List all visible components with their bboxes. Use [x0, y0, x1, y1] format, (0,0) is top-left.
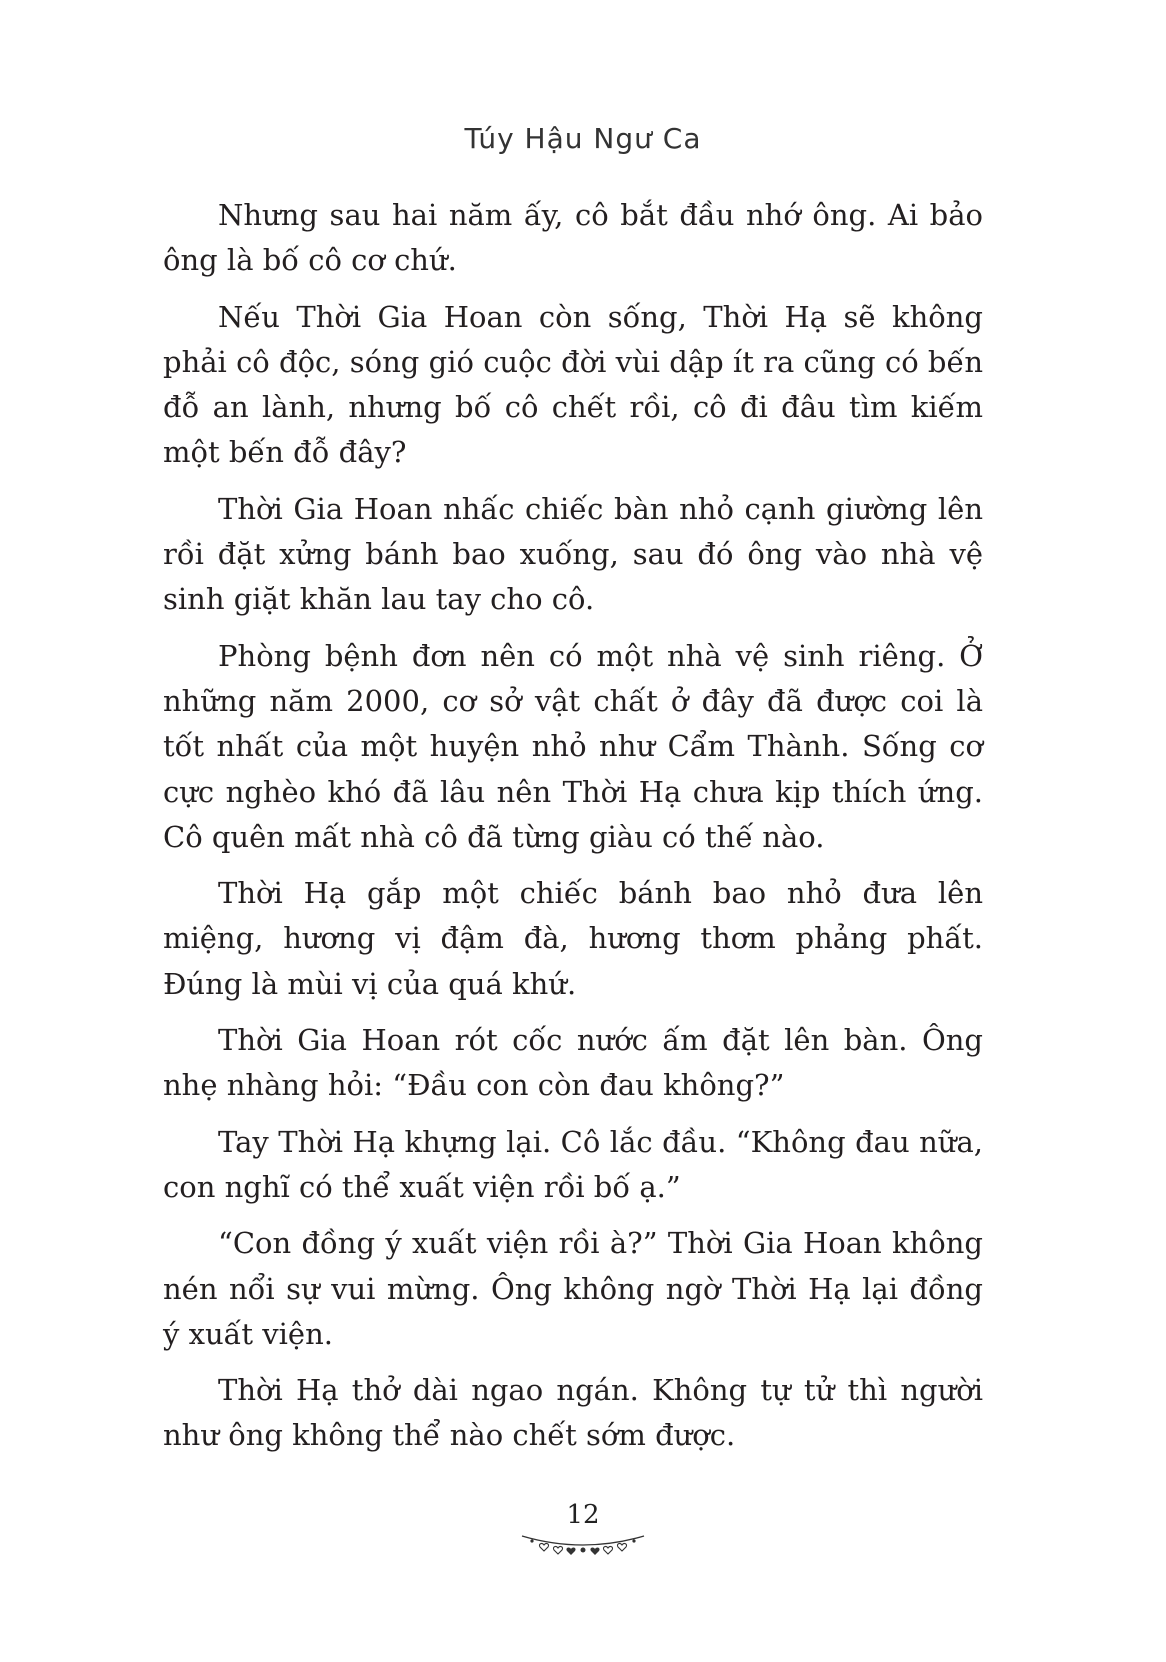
- paragraph: Nếu Thời Gia Hoan còn sống, Thời Hạ sẽ không phải cô độc, sóng gió cuộc đời vùi dập ít ra cũng có bến đỗ an lành, nhưng bố cô chết rồi, cô đi đâu tìm kiếm một bến đỗ đây?: [163, 299, 983, 470]
- running-header-title: Túy Hậu Ngư Ca: [464, 122, 702, 155]
- body-text: [163, 193, 983, 1470]
- paragraph: Phòng bệnh đơn nên có một nhà vệ sinh riêng. Ở những năm 2000, cơ sở vật chất ở đây đã được coi là tốt nhất của một huyện nhỏ như Cẩm Thành. Sống cơ cực nghèo khó đã lâu nên Thời Hạ chưa kịp thích ứng. Cô quên mất nhà cô đã từng giàu có thế nào.: [163, 638, 983, 854]
- paragraph: Thời Gia Hoan nhấc chiếc bàn nhỏ cạnh giường lên rồi đặt xửng bánh bao xuống, sau đó ông vào nhà vệ sinh giặt khăn lau tay cho cô.: [163, 491, 983, 617]
- paragraph: Thời Gia Hoan rót cốc nước ấm đặt lên bàn. Ông nhẹ nhàng hỏi: “Đầu con còn đau không?”: [163, 1023, 983, 1103]
- heart-garland-icon: [518, 1530, 648, 1558]
- paragraph: Thời Hạ thở dài ngao ngán. Không tự tử thì người như ông không thể nào chết sớm được.: [163, 1373, 983, 1453]
- page-number: 12: [566, 1500, 600, 1530]
- paragraph: Tay Thời Hạ khựng lại. Cô lắc đầu. “Không đau nữa, con nghĩ có thể xuất viện rồi bố ạ.”: [163, 1124, 983, 1204]
- paragraph: Thời Hạ gắp một chiếc bánh bao nhỏ đưa lên miệng, hương vị đậm đà, hương thơm phảng phất. Đúng là mùi vị của quá khứ.: [163, 876, 983, 1001]
- paragraph: Nhưng sau hai năm ấy, cô bắt đầu nhớ ông. Ai bảo ông là bố cô cơ chứ.: [163, 198, 983, 278]
- paragraph: “Con đồng ý xuất viện rồi à?” Thời Gia Hoan không nén nổi sự vui mừng. Ông không ngờ Thời Hạ lại đồng ý xuất viện.: [163, 1226, 983, 1351]
- page-footer: [0, 1500, 1166, 1558]
